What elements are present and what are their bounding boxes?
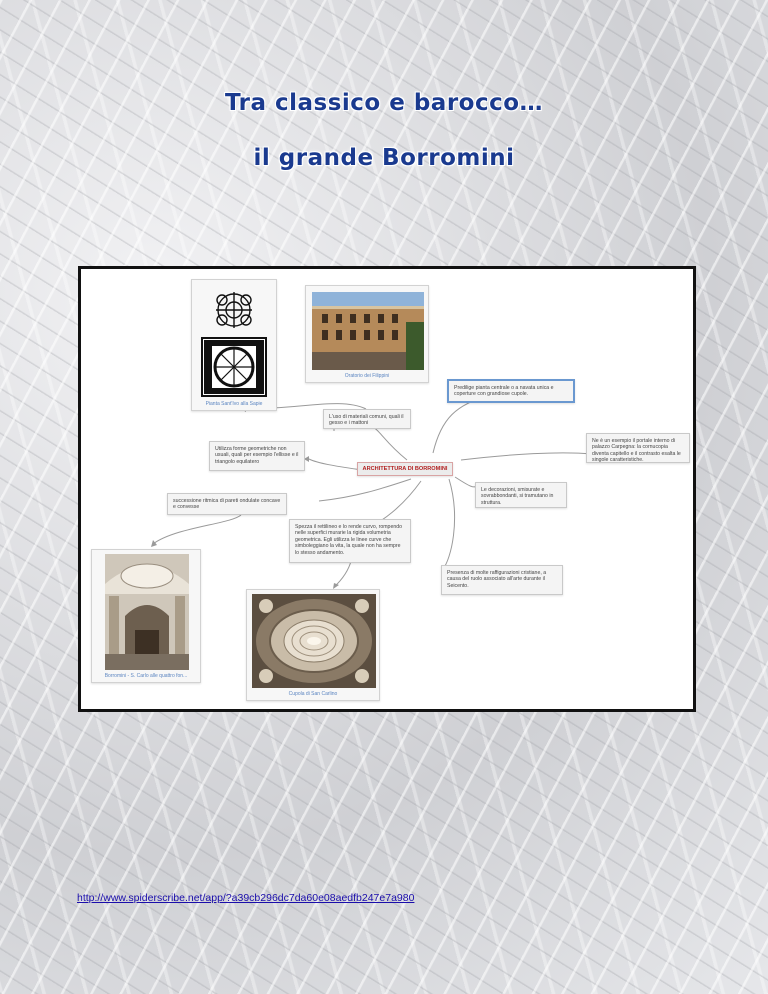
plan-drawing-image: [192, 282, 276, 400]
image-caption-palazzo: Oratorio dei Filippini: [344, 373, 390, 379]
image-card-cupola[interactable]: [246, 589, 380, 701]
image-card-interior[interactable]: [91, 549, 201, 683]
palazzo-photo-image: [312, 292, 424, 370]
page-title-line-2: il grande Borromini: [253, 145, 515, 171]
page-title-line-1: Tra classico e barocco…: [224, 90, 544, 116]
mindmap-canvas: [81, 269, 693, 709]
node-decorazioni[interactable]: Le decorazioni, smisurate e sovrabbondanti, si tramutano in struttura.: [475, 482, 567, 508]
image-caption-interior: Borromini - S. Carlo alle quattro fon...: [104, 673, 188, 679]
node-forme-geometriche[interactable]: Utilizza forme geometriche non usuali, quali per esempio l'ellisse e il triangolo equilatero: [209, 441, 305, 471]
node-center-architettura[interactable]: ARCHITETTURA DI BORROMINI: [357, 462, 453, 476]
image-caption-plan: Pianta Sant'Ivo alla Sapie: [205, 401, 263, 407]
church-interior-image: [105, 554, 189, 670]
source-link[interactable]: http://www.spiderscribe.net/app/?a39cb296dc7da60e08aedfb247e7a980: [77, 892, 415, 904]
image-card-palazzo[interactable]: [305, 285, 429, 383]
node-pareti-ondulate[interactable]: successione ritmica di pareti ondulate concave e convesse: [167, 493, 287, 515]
mindmap-screenshot: [78, 266, 696, 712]
node-raffigurazioni-cristiane[interactable]: Presenza di molte raffigurazioni cristiane, a causa del ruolo associato all'arte durante il Seicento.: [441, 565, 563, 595]
image-card-plan[interactable]: [191, 279, 277, 411]
image-caption-cupola: Cupola di San Carlino: [288, 691, 338, 697]
node-rettilineo-curvo[interactable]: Spezza il rettilineo e lo rende curvo, rompendo nelle superfici murarie la rigida volumetria geometrica. Egli utilizza le linee curve che simboleggiano la vita, la quale non ha sempre lo stesso andamento.: [289, 519, 411, 563]
node-materiali-comuni[interactable]: L'uso di materiali comuni, quali il gesso e i mattoni: [323, 409, 411, 429]
node-portale-carpegna[interactable]: Ne è un esempio il portale interno di palazzo Carpegna: la cornucopia diventa capitello e il contrasto esalta le singole caratteristiche.: [586, 433, 690, 463]
node-pianta-centrale[interactable]: Predilige pianta centrale o a navata unica e coperture con grandiose cupole.: [447, 379, 575, 403]
cupola-photo-image: [252, 594, 376, 688]
